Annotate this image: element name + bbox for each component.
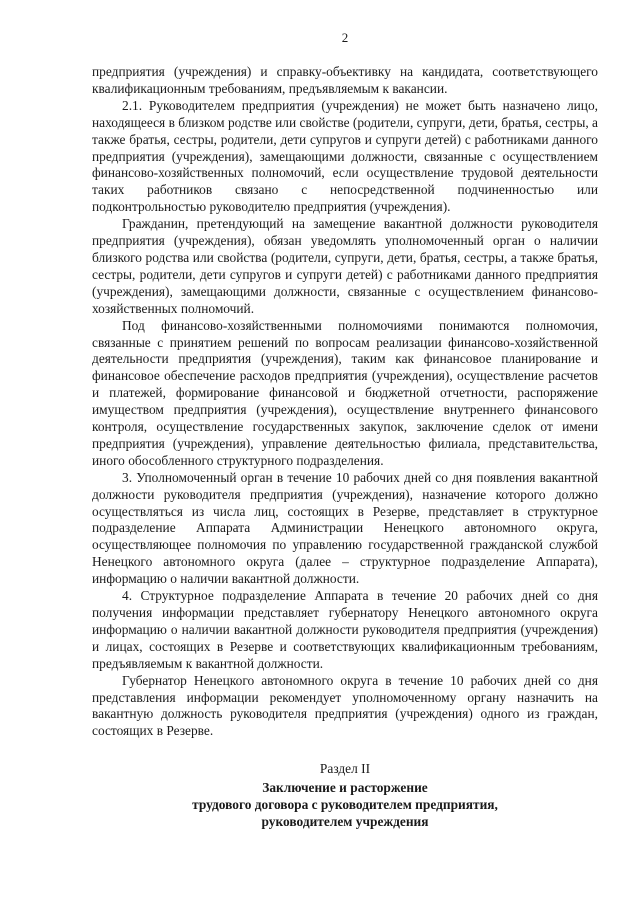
paragraph-4: 4. Структурное подразделение Аппарата в течение 20 рабочих дней со дня получения информации представляет губернатору Ненецкого автономного округа информацию о наличии вакантной должности руководителя предприятия (учреждения) и лицах, состоящих в Резерве и соответствующих квалификационным требованиям, предъявляемым к вакантной должности. <box>92 588 598 671</box>
section-title-line-2: трудового договора с руководителем предприятия, <box>192 797 498 813</box>
section-title-line-1: Заключение и расторжение <box>262 780 428 796</box>
paragraph-2-1: 2.1. Руководителем предприятия (учреждения) не может быть назначено лицо, находящееся в близком родстве или свойстве (родители, супруги, дети, братья, сестры, а также братья, сестры, родители, дети супругов и супруги детей) с работниками данного предприятия (учреждения), замещающими должности, связанные с осуществлением финансово-хозяйственных полномочий, если осуществление трудовой деятельности таких работников связано с непосредственной подчиненностью или подконтрольностью руководителю предприятия (учреждения). <box>92 97 598 215</box>
section-title-line-3: руководителем учреждения <box>261 814 429 830</box>
page-number: 2 <box>341 30 349 45</box>
paragraph-governor: Губернатор Ненецкого автономного округа в течение 10 рабочих дней со дня представления информации рекомендует уполномоченному органу назначить на вакантную должность руководителя предприятия (учреждения) одного из граждан, состоящих в Резерве. <box>92 672 598 739</box>
paragraph-financial-powers: Под финансово-хозяйственными полномочиями понимаются полномочия, связанные с принятием решений по вопросам реализации финансово-хозяйственной деятельности предприятия (учреждения), таким как финансовое планирование и финансовое обеспечение расходов предприятия (учреждения), осуществление расчетов и платежей, формирование финансовой и бюджетной отчетности, распоряжение имуществом предприятия (учреждения), осуществление внутреннего финансового контроля, осуществление государственных закупок, заключение сделок от имени предприятия (учреждения), управление деятельностью филиала, представительства, иного обособленного структурного подразделения. <box>92 317 598 468</box>
paragraph-citizen-notice: Гражданин, претендующий на замещение вакантной должности руководителя предприятия (учреждения), обязан уведомлять уполномоченный орган о наличии близкого родства или свойства (родители, супруги, дети, братья, сестры, а также братья, сестры, родители, дети супругов и супруги детей) с работниками данного предприятия (учреждения), замещающими должности, связанные с осуществлением финансово-хозяйственных полномочий. <box>92 216 598 316</box>
section-heading <box>92 760 598 830</box>
paragraph-3: 3. Уполномоченный орган в течение 10 рабочих дней со дня появления вакантной должности руководителя предприятия (учреждения), назначение которого должно осуществляться из числа лиц, состоящих в Резерве, представляет в структурное подразделение Аппарата Администрации Ненецкого автономного округа, осуществляющее полномочия по управлению государственной гражданской службой Ненецкого автономного округа (далее – структурное подразделение Аппарата), информацию о наличии вакантной должности. <box>92 469 598 587</box>
paragraph-continuation: предприятия (учреждения) и справку-объективку на кандидата, соответствующего квалификационным требованиям, предъявляемым к вакансии. <box>92 64 598 96</box>
section-label: Раздел II <box>319 761 371 777</box>
body-text <box>92 64 598 740</box>
document-page <box>92 30 598 830</box>
